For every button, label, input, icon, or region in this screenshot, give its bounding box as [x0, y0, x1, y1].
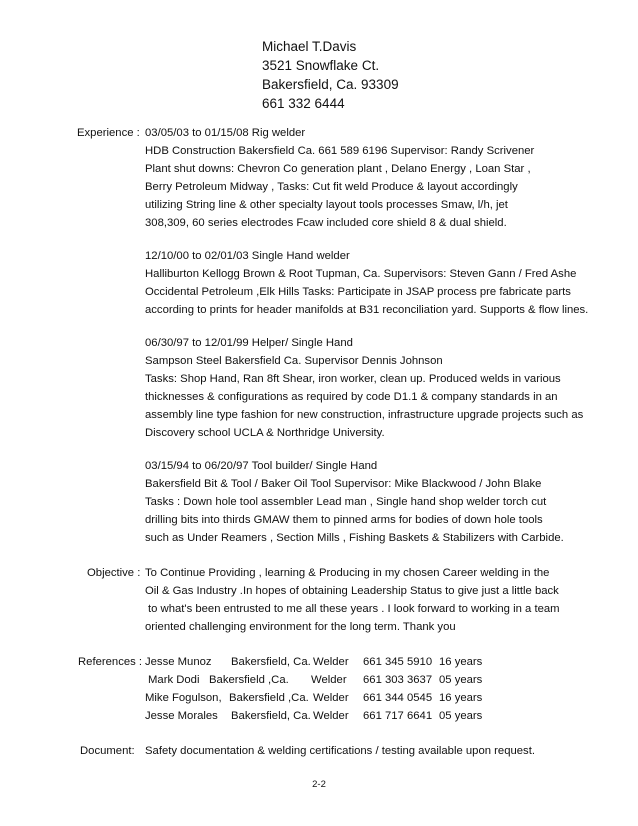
job-line: 308,309, 60 series electrodes Fcaw included core shield 8 & dual shield. [145, 217, 507, 229]
experience-label: Experience : [77, 127, 140, 139]
job-line: drilling bits into thirds GMAW them to pinned arms for bodies of down hole tools [145, 514, 543, 526]
reference-role: Welder [313, 710, 349, 722]
reference-years: 16 years [439, 692, 483, 704]
reference-city: Bakersfield ,Ca. [229, 692, 309, 704]
objective-line: Oil & Gas Industry .In hopes of obtaining Leadership Status to give just a little back [145, 585, 559, 597]
reference-city: Bakersfield ,Ca. [209, 674, 289, 686]
reference-name: Jesse Munoz [145, 656, 212, 668]
references-label: References : [78, 656, 143, 668]
city-state-zip: Bakersfield, Ca. 93309 [262, 77, 399, 92]
job-line: Discovery school UCLA & Northridge University. [145, 427, 385, 439]
job-line: Plant shut downs: Chevron Co generation plant , Delano Energy , Loan Star , [145, 163, 531, 175]
reference-name: Jesse Morales [145, 710, 218, 722]
document-text: Safety documentation & welding certifications / testing available upon request. [145, 745, 535, 757]
reference-city: Bakersfield, Ca. [231, 656, 311, 668]
reference-role: Welder [311, 674, 347, 686]
job-line: Tasks : Down hole tool assembler Lead man , Single hand shop welder torch cut [145, 496, 547, 508]
job-line: HDB Construction Bakersfield Ca. 661 589 6196 Supervisor: Randy Scrivener [145, 145, 535, 157]
reference-phone: 661 344 0545 [363, 692, 433, 704]
job-line: Sampson Steel Bakersfield Ca. Supervisor Dennis Johnson [145, 355, 443, 367]
reference-years: 05 years [439, 674, 483, 686]
job-line: thicknesses & configurations as required by code D1.1 & company standards in an [145, 391, 558, 403]
job-line: Tasks: Shop Hand, Ran 8ft Shear, iron worker, clean up. Produced welds in various [145, 373, 561, 385]
job-line: utilizing String line & other specialty layout tools processes Smaw, l/h, jet [145, 199, 508, 211]
reference-name: Mike Fogulson, [145, 692, 222, 704]
job-dates-title: 03/15/94 to 06/20/97 Tool builder/ Single Hand [145, 460, 378, 472]
reference-phone: 661 345 5910 [363, 656, 433, 668]
reference-years: 16 years [439, 656, 483, 668]
reference-years: 05 years [439, 710, 483, 722]
reference-role: Welder [313, 692, 349, 704]
objective-label: Objective : [87, 567, 141, 579]
objective-line: to what's been entrusted to me all these years . I look forward to working in a team [148, 603, 560, 615]
reference-city: Bakersfield, Ca. [231, 710, 311, 722]
job-line: Berry Petroleum Midway , Tasks: Cut fit weld Produce & layout accordingly [145, 181, 518, 193]
objective-line: oriented challenging environment for the long term. Thank you [145, 621, 456, 633]
job-dates-title: 06/30/97 to 12/01/99 Helper/ Single Hand [145, 337, 353, 349]
phone-number: 661 332 6444 [262, 96, 345, 111]
objective-line: To Continue Providing , learning & Producing in my chosen Career welding in the [145, 567, 550, 579]
job-dates-title: 12/10/00 to 02/01/03 Single Hand welder [145, 250, 350, 262]
job-line: assembly line type fashion for new construction, infrastructure upgrade projects such as [145, 409, 584, 421]
job-line: Bakersfield Bit & Tool / Baker Oil Tool Supervisor: Mike Blackwood / John Blake [145, 478, 542, 490]
job-line: Halliburton Kellogg Brown & Root Tupman, Ca. Supervisors: Steven Gann / Fred Ashe [145, 268, 577, 280]
job-line: according to prints for header manifolds at B31 reconciliation yard. Supports & flow lines. [145, 304, 589, 316]
reference-name: Mark Dodi [148, 674, 200, 686]
job-line: such as Under Reamers , Section Mills , Fishing Baskets & Stabilizers with Carbide. [145, 532, 564, 544]
contact-block [262, 37, 399, 113]
job-dates-title: 03/05/03 to 01/15/08 Rig welder [145, 127, 306, 139]
reference-phone: 661 717 6641 [363, 710, 433, 722]
page-number: 2-2 [312, 779, 326, 790]
reference-role: Welder [313, 656, 349, 668]
document-label: Document: [80, 745, 135, 757]
reference-phone: 661 303 3637 [363, 674, 433, 686]
street-address: 3521 Snowflake Ct. [262, 58, 380, 73]
applicant-name: Michael T.Davis [262, 39, 357, 54]
job-line: Occidental Petroleum ,Elk Hills Tasks: Participate in JSAP process pre fabricate parts [145, 286, 571, 298]
